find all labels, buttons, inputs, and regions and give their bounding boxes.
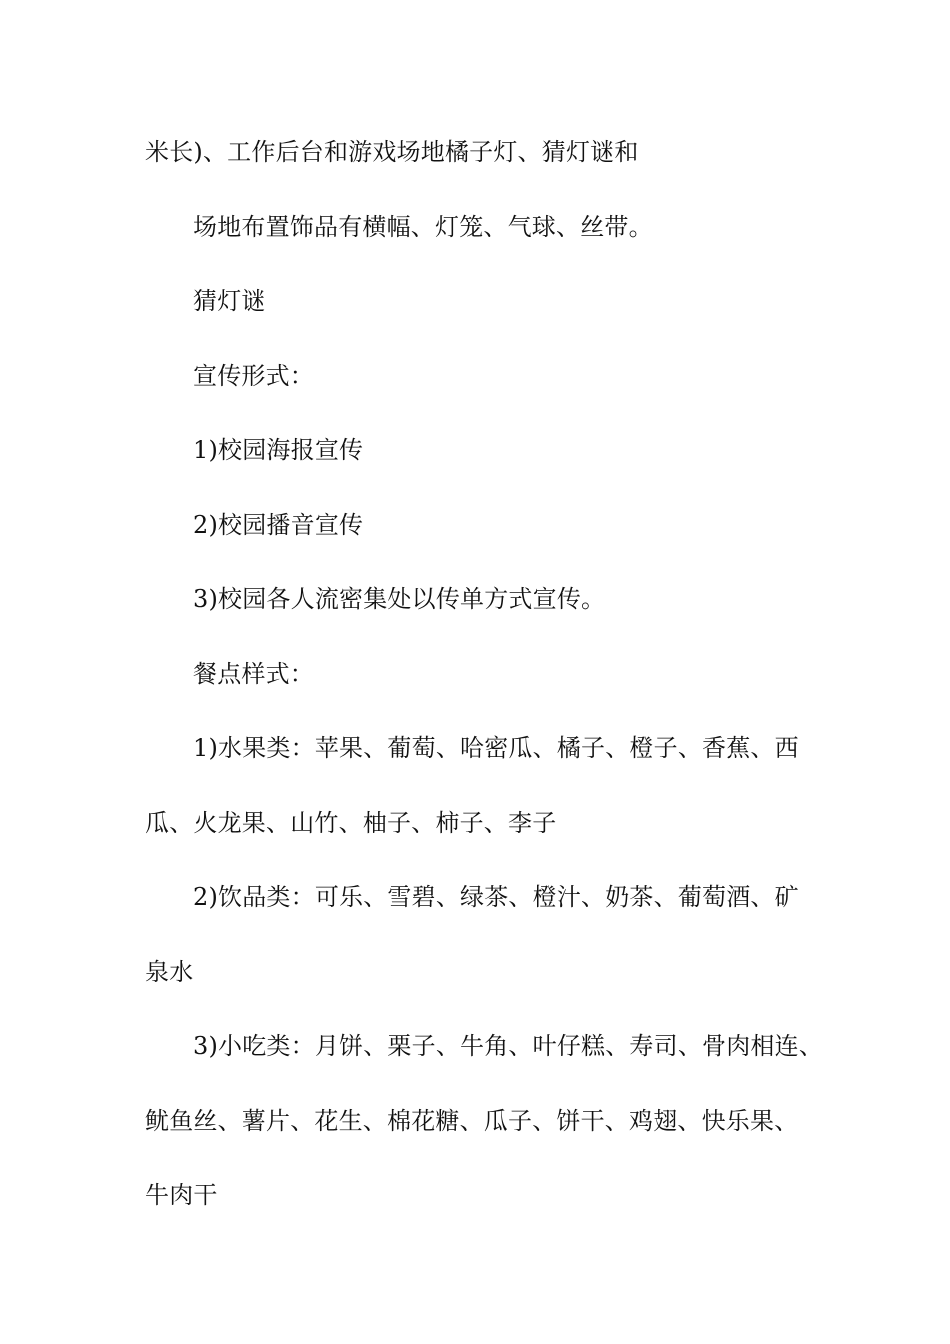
text-line-14: 鱿鱼丝、薯片、花生、棉花糖、瓜子、饼干、鸡翅、快乐果、: [145, 1106, 799, 1135]
text-line-2: 场地布置饰品有横幅、灯笼、气球、丝带。: [193, 212, 653, 241]
text-line-6: 2)校园播音宣传: [193, 510, 364, 539]
text-line-9: 1)水果类：苹果、葡萄、哈密瓜、橘子、橙子、香蕉、西: [193, 734, 799, 762]
text-line-13: 3)小吃类：月饼、栗子、牛角、叶仔糕、寿司、骨肉相连、: [193, 1032, 824, 1060]
text-line-4: 宣传形式：: [193, 361, 314, 390]
text-line-8: 餐点样式：: [193, 659, 314, 688]
text-line-10: 瓜、火龙果、山竹、柚子、柿子、李子: [145, 808, 557, 837]
text-line-5: 1)校园海报宣传: [193, 436, 364, 464]
text-line-15: 牛肉干: [145, 1181, 218, 1209]
document-body: [145, 127, 835, 1245]
text-line-3: 猜灯谜: [193, 287, 266, 315]
text-line-7: 3)校园各人流密集处以传单方式宣传。: [193, 585, 606, 613]
text-line-11: 2)饮品类：可乐、雪碧、绿茶、橙汁、奶茶、葡萄酒、矿: [193, 883, 799, 911]
text-line-12: 泉水: [145, 957, 194, 986]
text-line-1: 米长)、工作后台和游戏场地橘子灯、猜灯谜和: [145, 138, 639, 166]
